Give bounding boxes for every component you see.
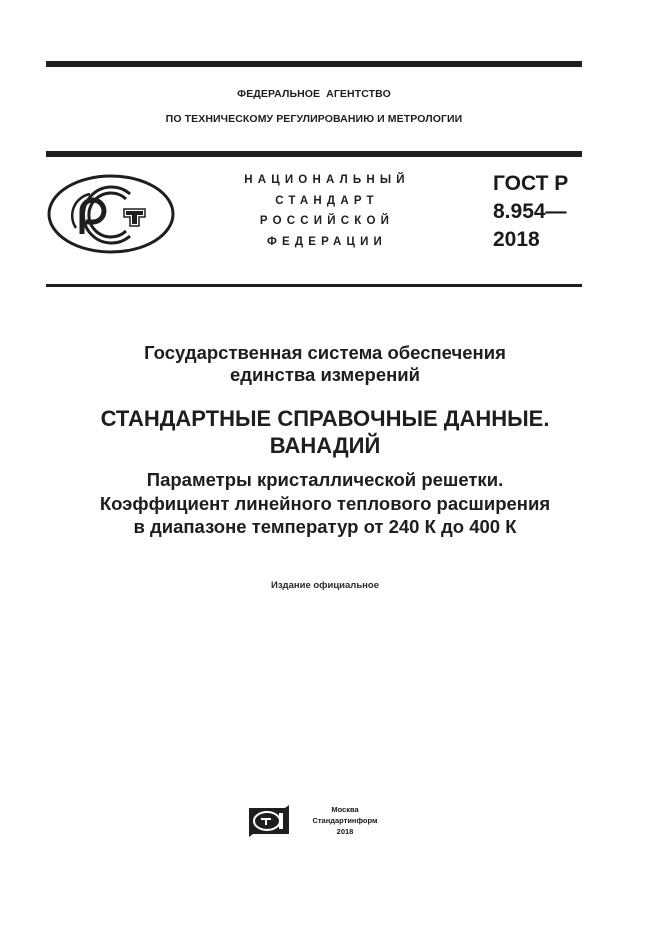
agency-name-line1: ФЕДЕРАЛЬНОЕ АГЕНТСТВО — [237, 88, 391, 100]
masthead-bottom-rule — [46, 284, 582, 287]
designation-line1: ГОСТ Р — [493, 172, 569, 195]
national-standard-line: ФЕДЕРАЦИИ — [266, 236, 388, 249]
publisher-name: Стандартинформ — [312, 816, 378, 825]
series-line1: Государственная система обеспечения — [144, 342, 506, 363]
subtitle-line1: Параметры кристаллической решетки. — [146, 469, 504, 490]
agency-name-line2: ПО ТЕХНИЧЕСКОМУ РЕГУЛИРОВАНИЮ И МЕТРОЛОГИИ — [165, 113, 463, 125]
header-bottom-rule — [46, 151, 582, 157]
document-title — [40, 405, 610, 459]
rst-gost-mark-icon — [46, 172, 178, 256]
publisher-city: Москва — [331, 805, 359, 814]
national-standard-line: РОССИЙСКОЙ — [259, 215, 395, 228]
title-line2: ВАНАДИЙ — [269, 433, 381, 458]
series-line2: единства измерений — [229, 364, 421, 385]
designation-line3: 2018 — [493, 228, 540, 251]
official-edition-label: Издание официальное — [271, 580, 379, 591]
publisher-block — [305, 804, 385, 837]
top-rule — [46, 61, 582, 67]
standartinform-logo-icon — [247, 804, 291, 838]
national-standard-heading — [232, 170, 422, 253]
subtitle-line2: Коэффициент линейного теплового расширения — [99, 492, 551, 514]
publisher-year: 2018 — [336, 827, 354, 836]
standard-designation — [493, 170, 568, 254]
subtitle-line3: в диапазоне температур от 240 К до 400 К — [133, 516, 517, 537]
series-title — [40, 342, 610, 386]
national-standard-line: НАЦИОНАЛЬНЫЙ — [244, 174, 410, 186]
designation-line2: 8.954— — [493, 200, 567, 223]
document-subtitle — [40, 468, 610, 539]
title-line1: СТАНДАРТНЫЕ СПРАВОЧНЫЕ ДАННЫЕ. — [100, 406, 550, 431]
national-standard-line: СТАНДАРТ — [275, 194, 379, 207]
